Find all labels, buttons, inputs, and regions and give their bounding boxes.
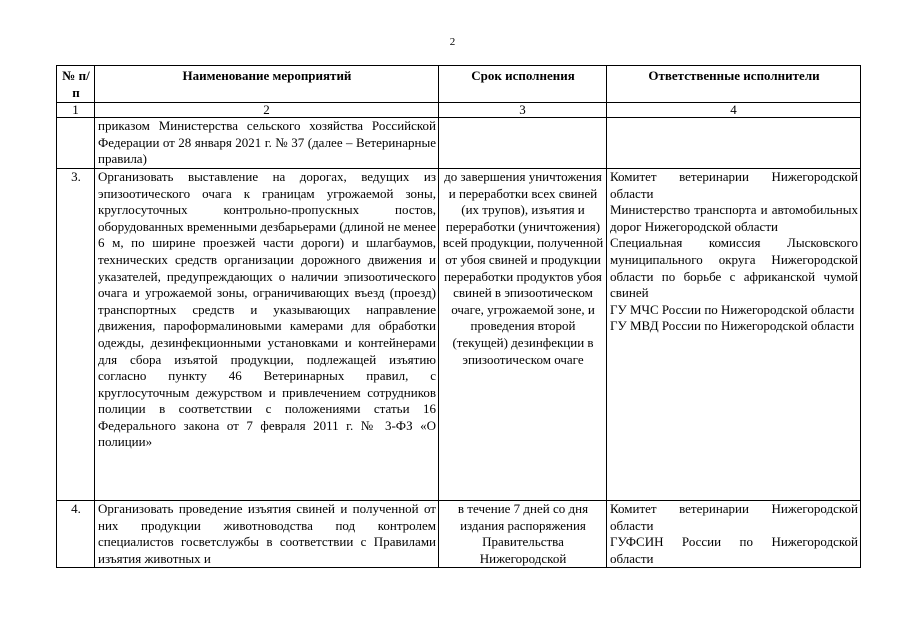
responsible-entry: Министерство транспорта и автомобильных дорог Нижегородской области: [610, 202, 858, 234]
row-action: Организовать проведение изъятия свиней и полученной от них продукции животноводства под контролем специалистов госветслужбы в соответствии с Правилами изъятия животных и: [95, 500, 439, 567]
row-responsible: [607, 168, 861, 500]
header-row: [57, 66, 861, 103]
row-responsible: [607, 118, 861, 169]
row-number: 4.: [57, 500, 95, 567]
page-number: 2: [449, 36, 456, 48]
column-number-row: [57, 103, 861, 118]
responsible-entry: ГУ МВД России по Нижегородской области: [610, 318, 855, 334]
column-number: 2: [95, 103, 439, 118]
row-action: Организовать выставление на дорогах, ведущих из эпизоотического очага к границам угрожаемой зоны, круглосуточных контрольно-пропускных постов, оборудованных временными дезбарьерами (длиной не менее 6 м, по ширине проезжей части дороги) и шлагбаумов, технических средств организации дорожного движения и указателей, предупреждающих о наличии эпизоотического очага и угрожаемой зоны, ограничивающих въезд (проезд) транспортных средств и указывающих направление движения, пароформалиновыми камерами для обработки одежды, дезинфекционными установками и контейнерами для сбора изъятой продукции, подлежащей изъятию согласно пункту 46 Ветеринарных правил, с круглосуточным дежурством и привлечением сотрудников полиции в соответствии с положениями статьи 16 Федерального закона от 7 февраля 2011 г. № 3-ФЗ «О полиции»: [95, 168, 439, 500]
responsible-entry: ГУФСИН России по Нижегородской области: [610, 534, 858, 566]
responsible-entry: ГУ МЧС России по Нижегородской области: [610, 301, 855, 317]
row-responsible: [607, 500, 861, 567]
row-number: 3.: [57, 168, 95, 500]
table-row: [57, 500, 861, 567]
row-term: до завершения уничтожения и переработки всех свиней (их трупов), изъятия и переработки (уничтожения) всей продукции, полученной от убоя свиней и продукции переработки продуктов убоя свиней в эпизоотическом очаге, угрожаемой зоне, и проведения второй (текущей) дезинфекции в эпизоотическом очаге: [439, 168, 607, 500]
header-responsible: Ответственные исполнители: [607, 66, 861, 103]
header-term: Срок исполнения: [439, 66, 607, 103]
column-number: 4: [607, 103, 861, 118]
table-row: [57, 118, 861, 169]
row-number: [57, 118, 95, 169]
responsible-entry: Комитет ветеринарии Нижегородской области: [610, 500, 858, 533]
column-number: 1: [57, 103, 95, 118]
header-number: № п/п: [57, 66, 95, 103]
row-action: приказом Министерства сельского хозяйства Российской Федерации от 28 января 2021 г. № 37 (далее – Ветеринарные правила): [95, 118, 439, 169]
row-term: [439, 118, 607, 169]
table-row: [57, 168, 861, 500]
column-number: 3: [439, 103, 607, 118]
responsible-entry: Специальная комиссия Лысковского муниципального округа Нижегородской области по борьбе с африканской чумой свиней: [610, 235, 858, 301]
header-action: Наименование мероприятий: [95, 66, 439, 103]
responsible-entry: Комитет ветеринарии Нижегородской области: [610, 168, 858, 201]
measures-table: [56, 65, 861, 568]
row-term: в течение 7 дней со дня издания распоряжения Правительства Нижегородской: [439, 500, 607, 567]
